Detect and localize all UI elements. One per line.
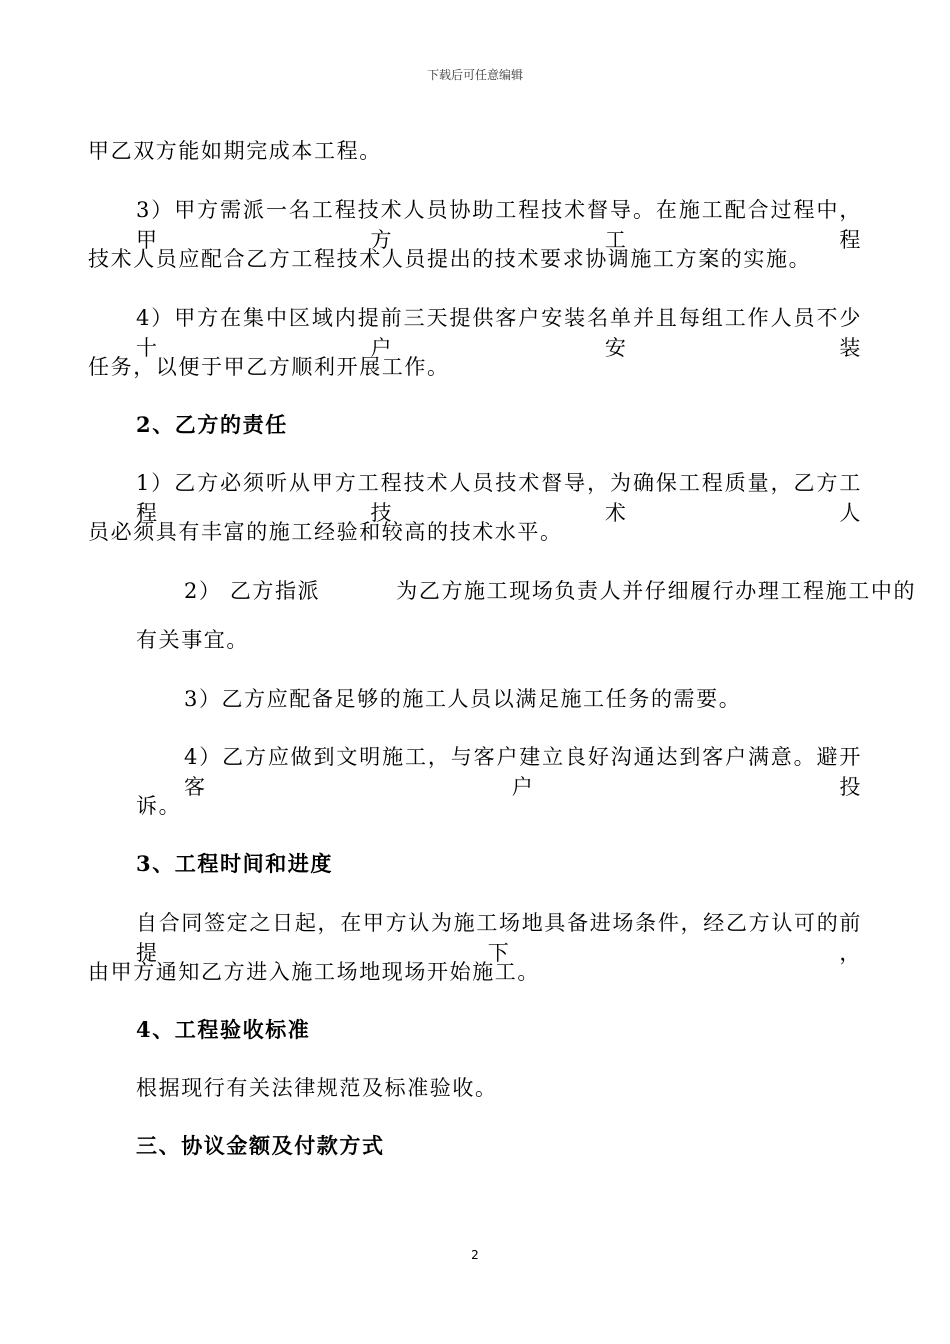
section-heading: 4、工程验收标准	[136, 1017, 311, 1042]
paragraph-line: 3）乙方应配备足够的施工人员以满足施工任务的需要。	[184, 687, 742, 711]
paragraph-line: 自合同签定之日起，在甲方认为施工场地具备进场条件，经乙方认可的前提下，	[136, 911, 862, 965]
section-heading: 2、乙方的责任	[136, 412, 288, 437]
page-header: 下载后可任意编辑	[426, 68, 523, 82]
section-heading: 3、工程时间和进度	[136, 851, 334, 876]
paragraph-line: 诉。	[136, 794, 182, 818]
paragraph-line: 技术人员应配合乙方工程技术人员提出的技术要求协调施工方案的实施。	[88, 247, 812, 271]
paragraph-line: 任务，以便于甲乙方顺利开展工作。	[88, 355, 450, 379]
assignee-suffix: 为乙方施工现场负责人并仔细履行办理工程施工中的	[396, 579, 917, 603]
paragraph-line: 员必须具有丰富的施工经验和较高的技术水平。	[88, 520, 563, 544]
paragraph-line: 有关事宜。	[136, 628, 249, 652]
paragraph-line	[184, 576, 916, 606]
section-heading: 三、协议金额及付款方式	[136, 1133, 385, 1158]
paragraph-line: 甲乙双方能如期完成本工程。	[88, 139, 382, 163]
paragraph-line: 4）乙方应做到文明施工，与客户建立良好沟通达到客户满意。避开客户投	[184, 745, 862, 799]
paragraph-line: 根据现行有关法律规范及标准验收。	[136, 1076, 498, 1100]
assignee-prefix: 2） 乙方指派	[184, 579, 321, 603]
paragraph-line: 3）甲方需派一名工程技术人员协助工程技术督导。在施工配合过程中，甲方工程	[136, 198, 862, 252]
page-number: 2	[471, 1248, 479, 1262]
paragraph-line: 4）甲方在集中区域内提前三天提供客户安装名单并且每组工作人员不少十户安装	[136, 306, 862, 360]
paragraph-line: 1）乙方必须听从甲方工程技术人员技术督导，为确保工程质量，乙方工程技术人	[136, 471, 862, 525]
paragraph-line: 由甲方通知乙方进入施工场地现场开始施工。	[88, 960, 540, 984]
